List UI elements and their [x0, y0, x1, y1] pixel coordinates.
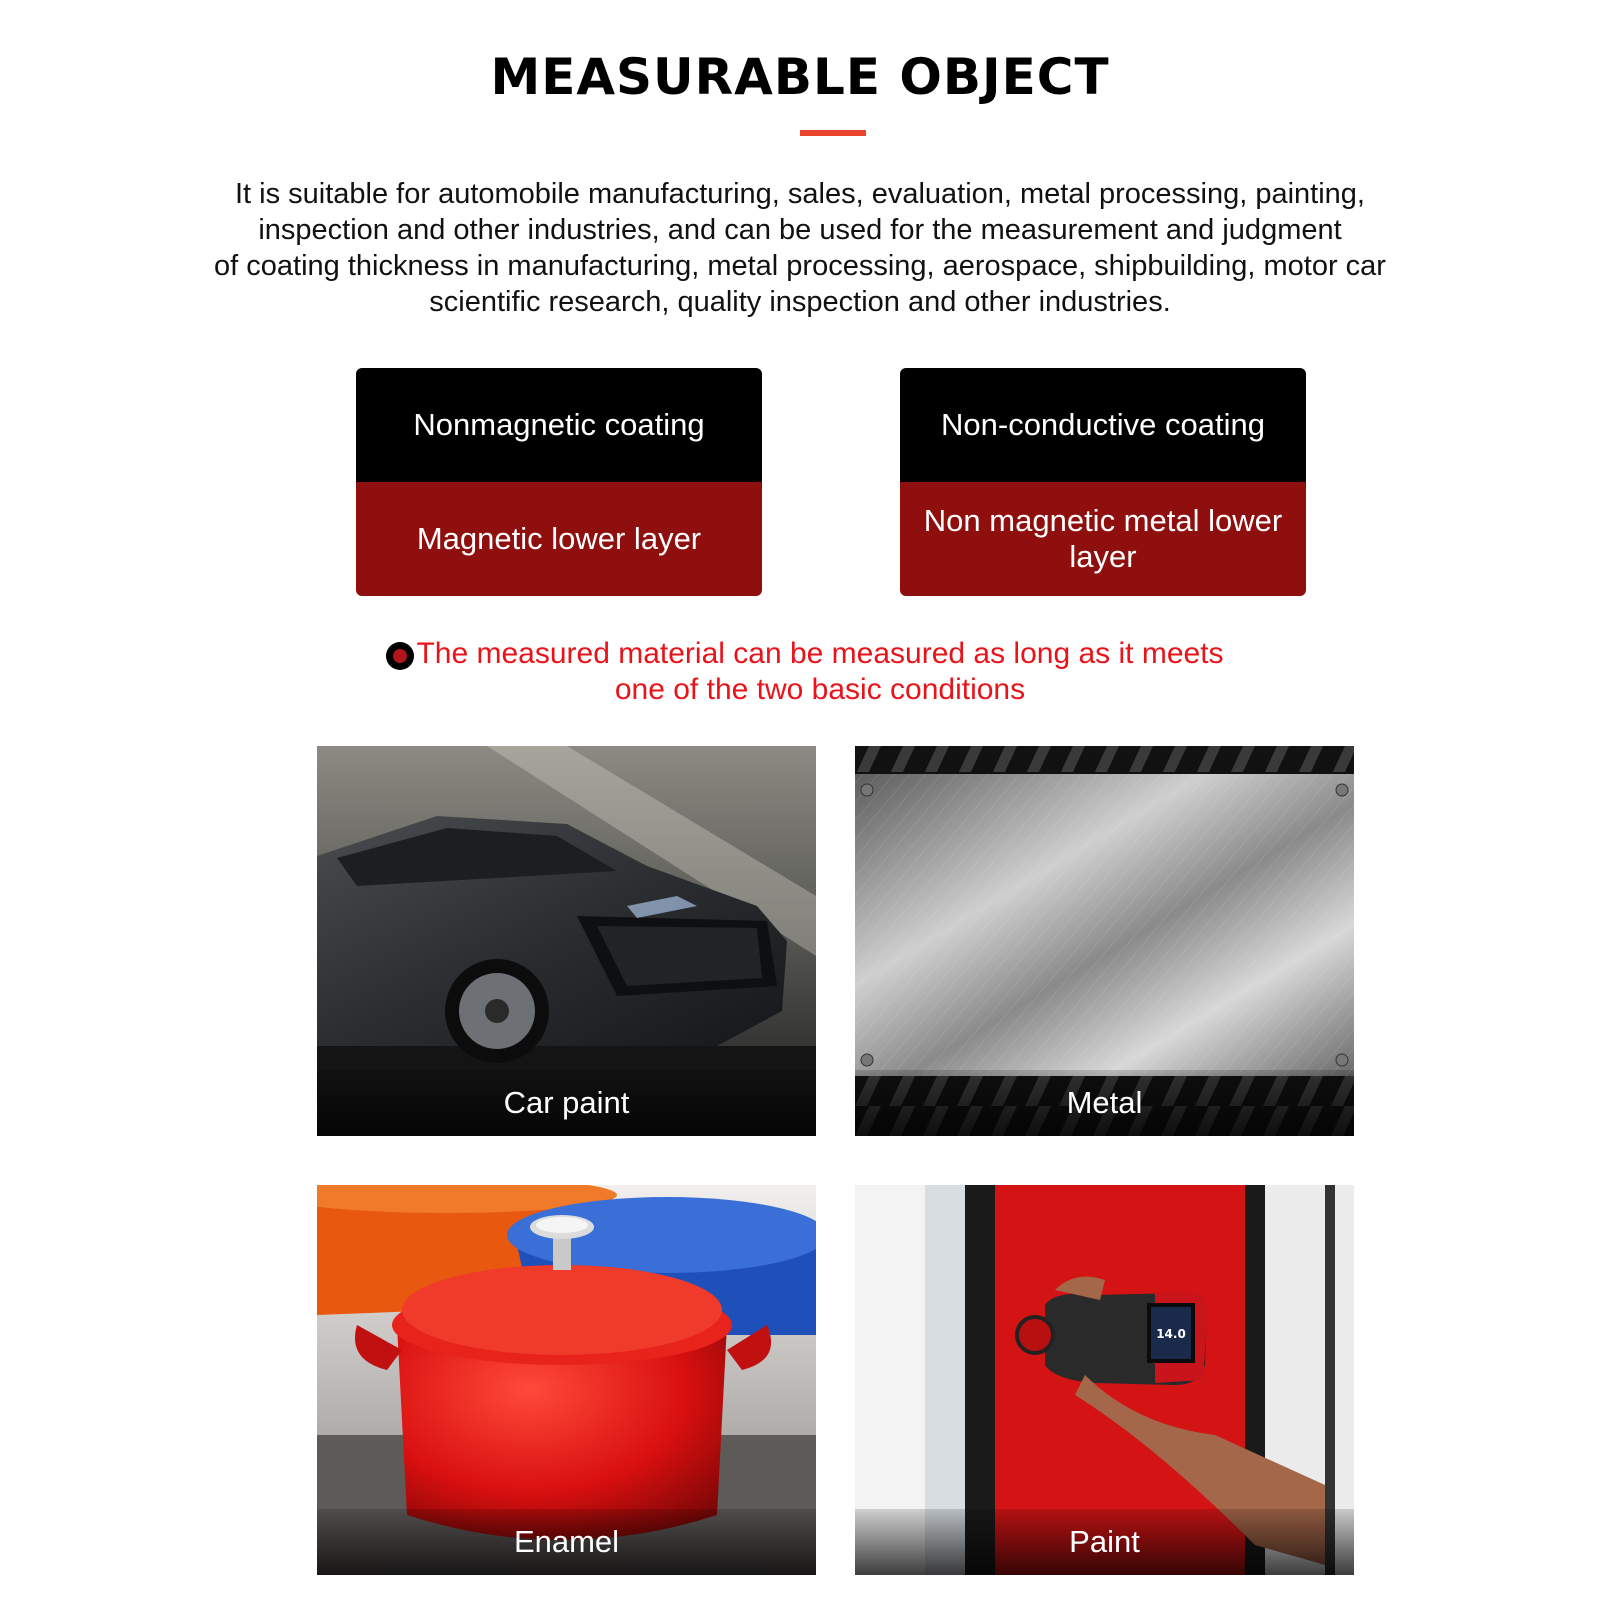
device-reading: 14.0	[1156, 1327, 1186, 1341]
tile-caption: Metal	[855, 1070, 1354, 1136]
lower-layer-label: Magnetic lower layer	[356, 482, 762, 596]
lower-layer-label: Non magnetic metal lower layer	[900, 482, 1306, 596]
description-line: scientific research, quality inspection and other industries.	[429, 286, 1171, 318]
tile-caption: Paint	[855, 1509, 1354, 1575]
gallery-tile-enamel	[317, 1185, 816, 1575]
gallery-tile-metal	[855, 746, 1354, 1136]
note-line: one of the two basic conditions	[614, 673, 1026, 706]
description-line: inspection and other industries, and can be used for the measurement and judgment	[258, 214, 1342, 246]
coating-label: Non-conductive coating	[900, 368, 1306, 482]
gallery-tile-paint	[855, 1185, 1354, 1575]
coating-label: Nonmagnetic coating	[356, 368, 762, 482]
tile-caption: Car paint	[317, 1070, 816, 1136]
condition-card-magnetic	[356, 368, 762, 596]
title-accent-bar	[800, 130, 866, 136]
gallery-tile-car-paint	[317, 746, 816, 1136]
description	[160, 176, 1440, 320]
conditions-note	[380, 636, 1260, 708]
page-title: MEASURABLE OBJECT	[490, 48, 1110, 106]
description-line: It is suitable for automobile manufacturing, sales, evaluation, metal processing, painting,	[234, 178, 1365, 210]
condition-card-eddy-current	[900, 368, 1306, 596]
note-line: The measured material can be measured as long as it meets	[416, 637, 1224, 670]
tile-caption: Enamel	[317, 1509, 816, 1575]
description-line: of coating thickness in manufacturing, metal processing, aerospace, shipbuilding, motor car	[214, 250, 1386, 282]
